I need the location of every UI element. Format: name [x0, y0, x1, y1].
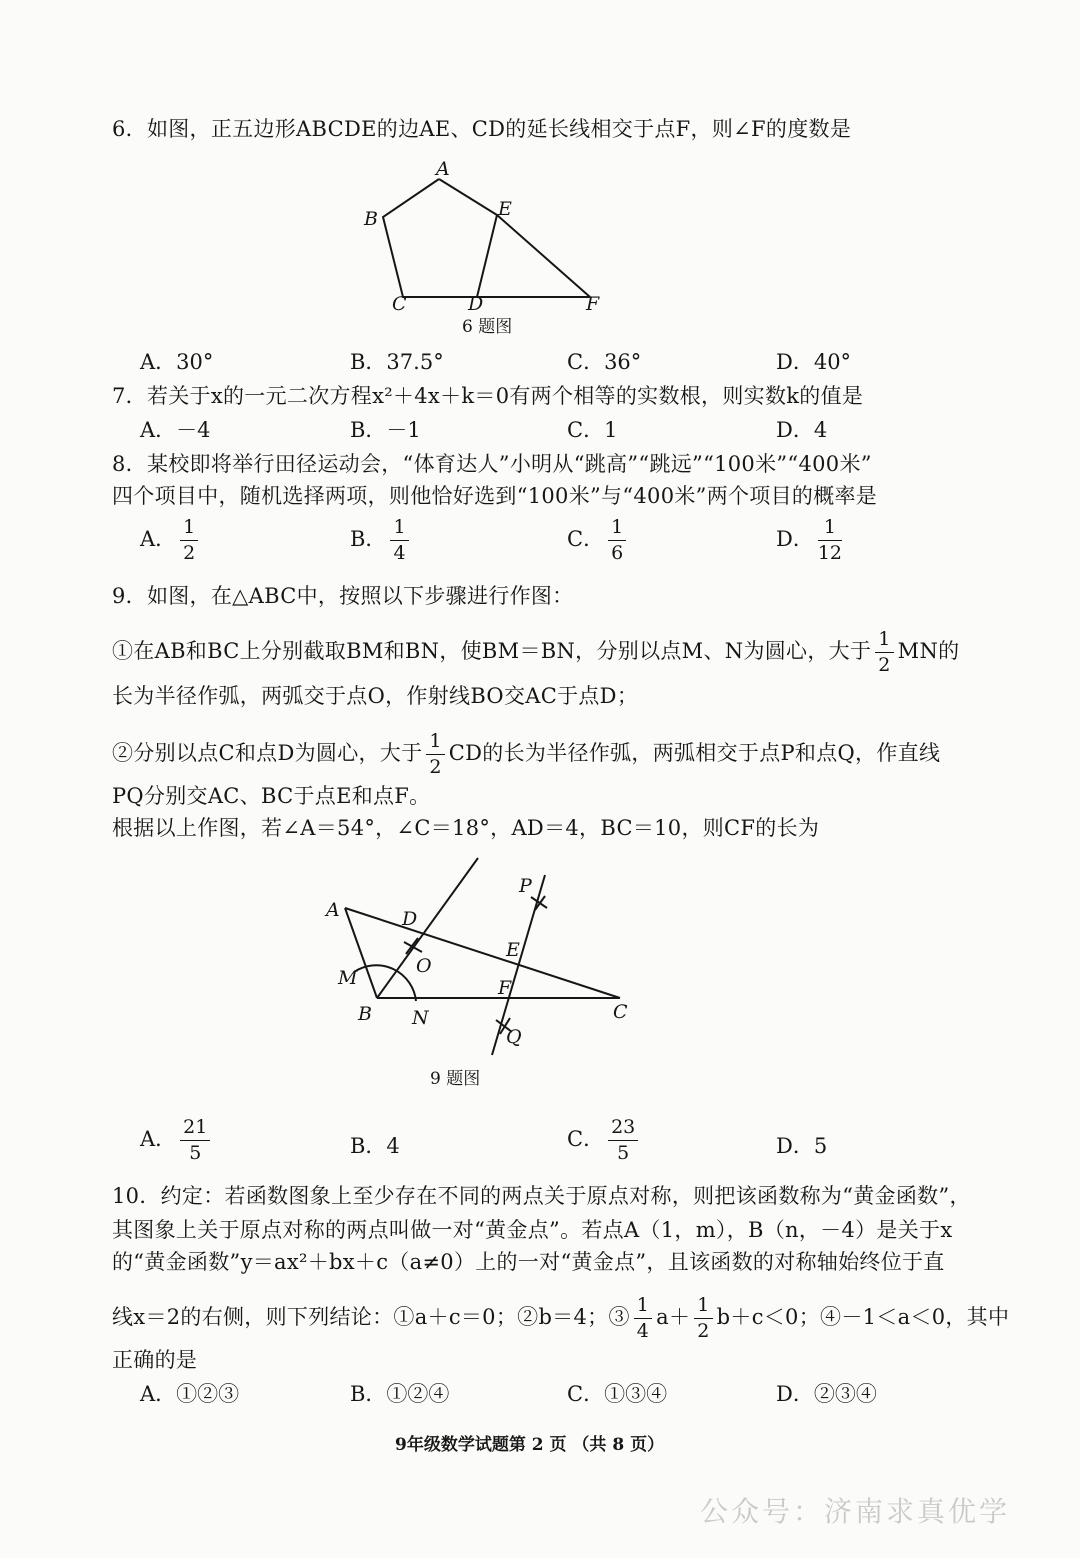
- label-P: P: [519, 875, 532, 897]
- q8-line1: 8．某校即将举行田径运动会，“体育达人”小明从“跳高”“跳远”“100米”“400米”: [112, 452, 872, 476]
- q6-stem: 6．如图，正五边形ABCDE的边AE、CD的延长线相交于点F，则∠F的度数是: [112, 117, 852, 141]
- q9-figure: [320, 850, 650, 1065]
- label-D: D: [468, 293, 484, 315]
- q10-line4: 线x＝2的右侧，则下列结论：①a＋c＝0；②b＝4；③ $\frac{1}{4}$ a＋ $\frac{1}{2}$ b＋c＜0；④－1＜a＜0，其中: [112, 1294, 1010, 1342]
- q10-option-a: A．①②③: [140, 1382, 240, 1406]
- line-EF: [497, 215, 590, 297]
- q7-option-a: A．－4: [140, 418, 211, 442]
- q6-option-c: C．36°: [567, 350, 642, 374]
- label-Q: Q: [506, 1026, 522, 1048]
- q7-option-c: C．1: [567, 418, 618, 442]
- q10-option-d: D．②③④: [776, 1382, 877, 1406]
- watermark: 公众号：济南求真优学: [700, 1495, 1011, 1528]
- q9-option-c: C． $\frac{23}{5}$: [567, 1118, 642, 1163]
- q8-option-d: D． $\frac{1}{12}$: [776, 516, 843, 564]
- label-M: M: [338, 967, 358, 989]
- q9-option-a: A． $\frac{21}{5}$: [140, 1118, 214, 1163]
- q6-caption: 6 题图: [462, 317, 513, 337]
- q8-option-b: B． $\frac{1}{4}$: [350, 518, 413, 563]
- label-E: E: [498, 198, 512, 220]
- q8-option-a: A． $\frac{1}{2}$: [140, 518, 202, 563]
- arc-MN: [354, 965, 416, 1001]
- q6-figure: [350, 155, 620, 315]
- label-F: F: [498, 977, 512, 999]
- q10-line3: 的“黄金函数”y＝ax²＋bx＋c（a≠0）上的一对“黄金点”，且该函数的对称轴始终位于直: [112, 1250, 945, 1274]
- q10-option-b: B．①②④: [350, 1382, 450, 1406]
- q9-option-b: B．4: [350, 1134, 400, 1158]
- label-C: C: [613, 1001, 628, 1023]
- q9-step2-line2: PQ分别交AC、BC于点E和点F。: [112, 784, 431, 808]
- q9-step1-line2: 长为半径作弧，两弧交于点O，作射线BO交AC于点D；: [112, 684, 639, 708]
- label-F: F: [586, 293, 600, 315]
- label-A: A: [436, 158, 450, 180]
- page-footer: 9年级数学试题第 2 页 （共 8 页）: [395, 1435, 665, 1455]
- q6-option-b: B．37.5°: [350, 350, 444, 374]
- q9-stem: 9．如图，在△ABC中，按照以下步骤进行作图：: [112, 584, 574, 608]
- q8-line2: 四个项目中，随机选择两项，则他恰好选到“100米”与“400米”两个项目的概率是: [112, 484, 878, 508]
- q10-line1: 10．约定：若函数图象上至少存在不同的两点关于原点对称，则把该函数称为“黄金函数”，: [112, 1184, 971, 1208]
- q10-line2: 其图象上关于原点对称的两点叫做一对“黄金点”。若点A（1，m），B（n，－4）是关于x: [112, 1218, 953, 1242]
- label-B: B: [364, 208, 378, 230]
- q9-step1-line1: ①在AB和BC上分别截取BM和BN，使BM＝BN，分别以点M、N为圆心，大于 $\frac{1}{2}$ MN的: [112, 628, 960, 676]
- pentagon-outline: [383, 179, 497, 297]
- q7-option-d: D．4: [776, 418, 828, 442]
- label-B: B: [358, 1003, 372, 1025]
- label-E: E: [506, 939, 520, 961]
- q8-option-c: C． $\frac{1}{6}$: [567, 518, 630, 563]
- label-D: D: [402, 908, 418, 930]
- q9-condition: 根据以上作图，若∠A＝54°，∠C＝18°，AD＝4，BC＝10，则CF的长为: [112, 816, 820, 840]
- label-A: A: [326, 899, 340, 921]
- ray-BO: [377, 858, 478, 998]
- q9-caption: 9 题图: [430, 1069, 481, 1089]
- q9-step2-line1: ②分别以点C和点D为圆心，大于 $\frac{1}{2}$ CD的长为半径作弧，两弧相交于点P和点Q，作直线: [112, 730, 941, 778]
- q10-line5: 正确的是: [112, 1348, 198, 1372]
- label-O: O: [416, 955, 432, 977]
- q6-option-d: D．40°: [776, 350, 852, 374]
- q9-option-d: D．5: [776, 1134, 828, 1158]
- label-N: N: [412, 1007, 429, 1029]
- label-C: C: [392, 293, 407, 315]
- q7-stem: 7．若关于x的一元二次方程x²＋4x＋k＝0有两个相等的实数根，则实数k的值是: [112, 384, 864, 408]
- q10-option-c: C．①③④: [567, 1382, 668, 1406]
- q7-option-b: B．－1: [350, 418, 421, 442]
- q6-option-a: A．30°: [140, 350, 214, 374]
